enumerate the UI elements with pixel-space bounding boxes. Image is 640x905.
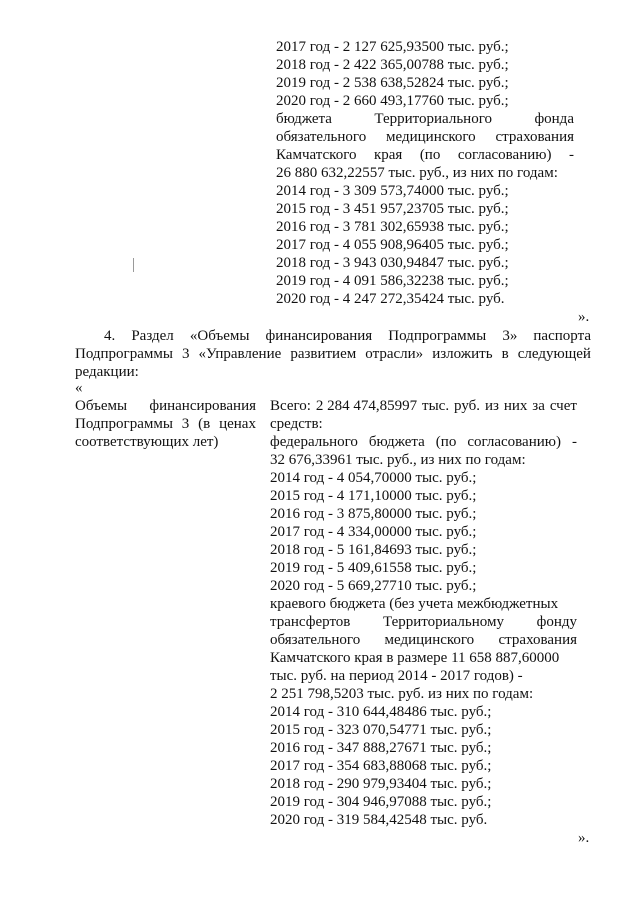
closing-quote: ».	[578, 309, 590, 325]
federal-total: 32 676,33961 тыс. руб., из них по годам:	[270, 452, 526, 468]
closing-quote: ».	[578, 830, 590, 846]
year-line: 2020 год - 2 660 493,17760 тыс. руб.;	[276, 93, 509, 109]
word: Камчатского	[276, 147, 357, 163]
section-4-line-3: редакции:	[75, 364, 139, 380]
word: (по	[435, 434, 457, 450]
word: фонду	[536, 614, 577, 630]
word: медицинского	[384, 632, 475, 648]
tfoms-heading-line-2	[276, 128, 574, 146]
word: 3	[181, 416, 190, 432]
word: отрасли»	[365, 346, 424, 362]
word: Подпрограммы	[75, 346, 173, 362]
word: финансирования	[265, 328, 373, 344]
word: -	[571, 434, 577, 450]
year-line: 2017 год - 354 683,88068 тыс. руб.;	[270, 758, 492, 774]
word: Всего:	[270, 398, 311, 414]
tfoms-total: 26 880 632,22557 тыс. руб., из них по годам:	[276, 165, 558, 181]
word: из	[484, 398, 499, 414]
regional-total: 2 251 798,5203 тыс. руб. из них по годам:	[270, 686, 534, 702]
word: (по	[419, 147, 441, 163]
year-line: 2014 год - 310 644,48486 тыс. руб.;	[270, 704, 492, 720]
year-line: 2018 год - 3 943 030,94847 тыс. руб.;	[276, 255, 509, 271]
year-line: 2017 год - 4 334,00000 тыс. руб.;	[270, 524, 477, 540]
year-line: 2020 год - 319 584,42548 тыс. руб.	[270, 812, 488, 828]
word: согласованию)	[467, 434, 561, 450]
year-line: 2018 год - 5 161,84693 тыс. руб.;	[270, 542, 477, 558]
opening-quote: «	[75, 380, 83, 396]
word: Объемы	[75, 398, 128, 414]
word: «Управление	[198, 346, 282, 362]
year-line: 2014 год - 3 309 573,74000 тыс. руб.;	[276, 183, 509, 199]
word: страхования	[495, 129, 574, 145]
year-line: 2016 год - 3 781 302,65938 тыс. руб.;	[276, 219, 509, 235]
word: счет	[549, 398, 577, 414]
word: финансирования	[149, 398, 256, 414]
year-line: 2014 год - 4 054,70000 тыс. руб.;	[270, 470, 477, 486]
word: медицинского	[386, 129, 476, 145]
word: трансфертов	[270, 614, 351, 630]
table-label-line-2	[75, 415, 256, 433]
year-line: 2019 год - 4 091 586,32238 тыс. руб.;	[276, 273, 509, 289]
section-4-line-2	[75, 345, 591, 363]
word: следующей	[517, 346, 591, 362]
regional-heading-line-5: тыс. руб. на период 2014 - 2017 годов) -	[270, 668, 523, 684]
word: Территориального	[374, 111, 492, 127]
word: страхования	[498, 632, 577, 648]
federal-heading	[270, 433, 577, 451]
word: в	[501, 346, 509, 362]
year-line: 2020 год - 4 247 272,35424 тыс. руб.	[276, 291, 505, 307]
year-line: 2016 год - 347 888,27671 тыс. руб.;	[270, 740, 492, 756]
year-line: 2017 год - 4 055 908,96405 тыс. руб.;	[276, 237, 509, 253]
word: согласованию)	[457, 147, 552, 163]
year-line: 2020 год - 5 669,27710 тыс. руб.;	[270, 578, 477, 594]
word: ценах	[219, 416, 256, 432]
word: Раздел	[131, 328, 174, 344]
table-label-line-1	[75, 397, 256, 415]
year-line: 2015 год - 3 451 957,23705 тыс. руб.;	[276, 201, 509, 217]
word: бюджета	[368, 434, 425, 450]
word: Подпрограммы	[75, 416, 173, 432]
regional-heading-line-1: краевого бюджета (без учета межбюджетных	[270, 596, 559, 612]
word: 4.	[104, 328, 116, 344]
word: обязательного	[276, 129, 367, 145]
year-line: 2017 год - 2 127 625,93500 тыс. руб.;	[276, 39, 509, 55]
year-line: 2015 год - 323 070,54771 тыс. руб.;	[270, 722, 492, 738]
word: «Объемы	[189, 328, 250, 344]
year-line: 2015 год - 4 171,10000 тыс. руб.;	[270, 488, 477, 504]
word: развитием	[290, 346, 357, 362]
total-line-2: средств:	[270, 416, 323, 432]
word: изложить	[432, 346, 493, 362]
word: 3»	[502, 328, 518, 344]
word: обязательного	[270, 632, 361, 648]
year-line: 2019 год - 2 538 638,52824 тыс. руб.;	[276, 75, 509, 91]
section-4-line-1	[104, 327, 591, 345]
regional-heading-line-2	[270, 613, 577, 631]
total-line-1	[270, 397, 577, 415]
year-line: 2018 год - 290 979,93404 тыс. руб.;	[270, 776, 492, 792]
year-line: 2019 год - 5 409,61558 тыс. руб.;	[270, 560, 477, 576]
year-line: 2016 год - 3 875,80000 тыс. руб.;	[270, 506, 477, 522]
year-line: 2018 год - 2 422 365,00788 тыс. руб.;	[276, 57, 509, 73]
word: руб.	[454, 398, 481, 414]
word: за	[532, 398, 545, 414]
regional-heading-line-3	[270, 631, 577, 649]
word: -	[568, 147, 574, 163]
tfoms-heading-line-3	[276, 146, 574, 164]
word: края	[373, 147, 403, 163]
word: Подпрограммы	[388, 328, 487, 344]
word: фонда	[534, 111, 574, 127]
year-line: 2019 год - 304 946,97088 тыс. руб.;	[270, 794, 492, 810]
tfoms-heading-line-1	[276, 110, 574, 128]
word: них	[503, 398, 528, 414]
scan-artifact-mark	[133, 258, 134, 272]
word: (в	[198, 416, 211, 432]
word: 2 284 474,85997	[315, 398, 418, 414]
word: бюджета	[276, 111, 332, 127]
word: Территориальному	[382, 614, 504, 630]
word: федерального	[270, 434, 358, 450]
word: паспорта	[533, 328, 591, 344]
word: тыс.	[422, 398, 450, 414]
regional-heading-line-4: Камчатского края в размере 11 658 887,60000	[270, 650, 560, 666]
table-label-line-3: соответствующих лет)	[75, 434, 219, 450]
word: 3	[181, 346, 190, 362]
